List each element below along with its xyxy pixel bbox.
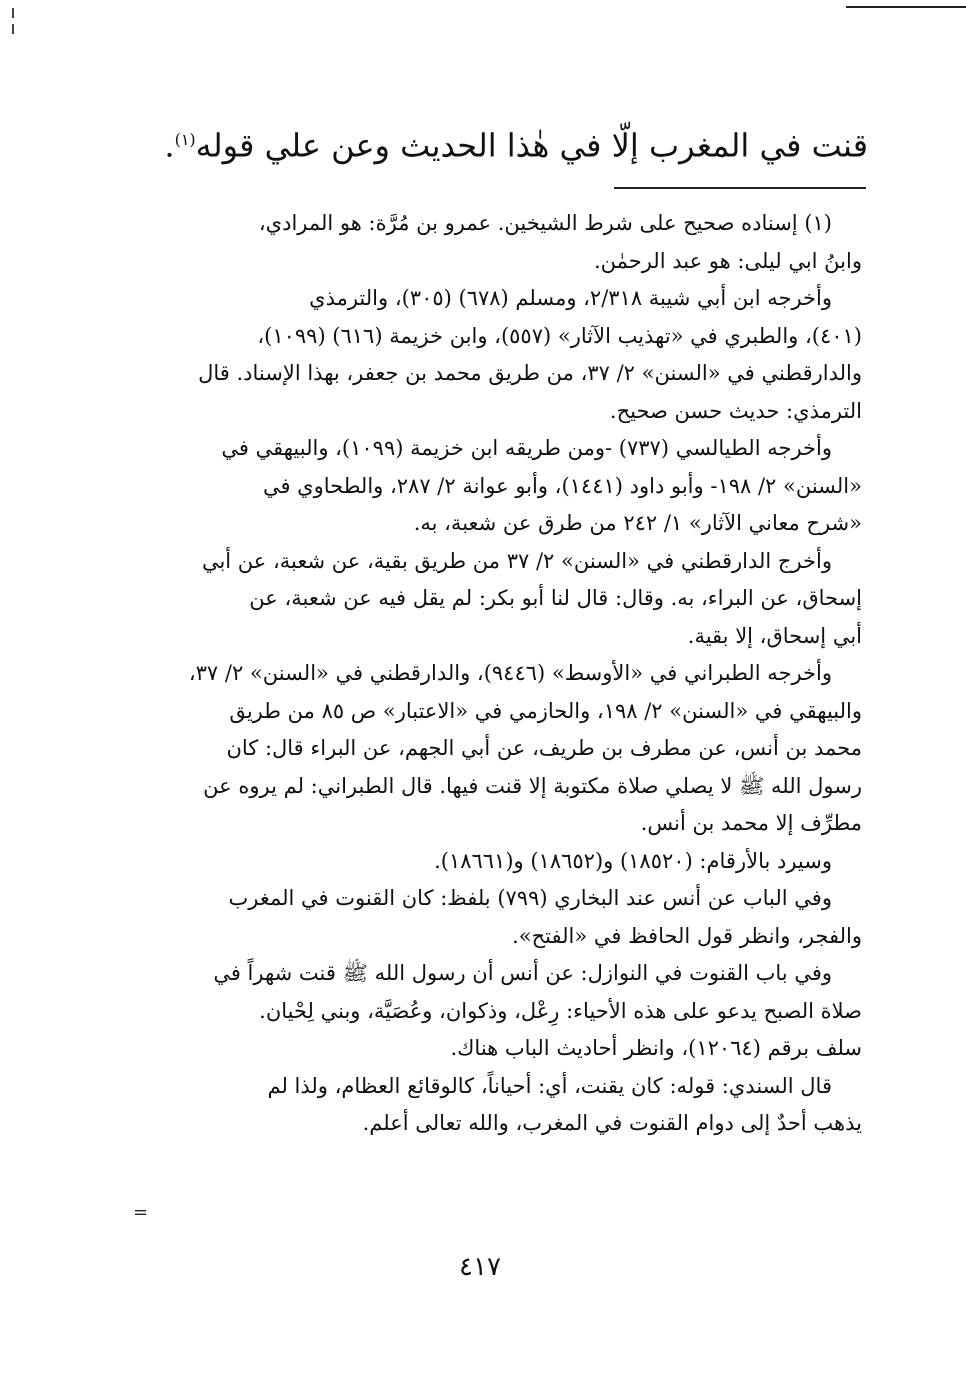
footnote-line: وسيرد بالأرقام: (١٨٥٢٠) و(١٨٦٥٢) و(١٨٦٦١). xyxy=(434,848,832,873)
footnote-line: وأخرجه الطيالسي (٧٣٧) -ومن طريقه ابن خزيمة (١٠٩٩)، والبيهقي في xyxy=(221,436,832,460)
footnote-line: (٤٠١)، والطبري في «تهذيب الآثار» (٥٥٧)، وابن خزيمة (٦١٦) (١٠٩٩)، xyxy=(257,323,862,348)
footnote-line: والدارقطني في «السنن» ٢/ ٣٧، من طريق محمد بن جعفر، بهذا الإسناد. قال xyxy=(198,361,862,385)
footnotes-block xyxy=(156,205,862,1143)
footnote-separator-rule xyxy=(614,187,866,189)
footnote-line: رسول الله ﷺ لا يصلي صلاة مكتوبة إلا قنت فيها. قال الطبراني: لم يروه عن xyxy=(203,773,862,798)
footnote-line: وأخرجه ابن أبي شيبة ٢/٣١٨، ومسلم (٦٧٨) (٣٠٥)، والترمذي xyxy=(309,286,832,310)
footnote-line: والفجر، وانظر قول الحافظ في «الفتح». xyxy=(512,923,862,948)
footnote-line: صلاة الصبح يدعو على هذه الأحياء: رِعْل، وذكوان، وعُصَيَّة، وبني لِحْيان. xyxy=(259,998,862,1023)
footnote-line: «شرح معاني الآثار» ١/ ٢٤٢ من طرق عن شعبة، به. xyxy=(413,511,862,535)
corner-line xyxy=(846,6,966,8)
footnote-line: «السنن» ٢/ ١٩٨- وأبو داود (١٤٤١)، وأبو عوانة ٢/ ٢٨٧، والطحاوي في xyxy=(262,473,862,498)
footnote-line: الترمذي: حديث حسن صحيح. xyxy=(609,398,862,423)
footnote-line: سلف برقم (١٢٠٦٤)، وانظر أحاديث الباب هناك. xyxy=(450,1036,862,1060)
footnote-line: (١) إسناده صحيح على شرط الشيخين. عمرو بن مُرَّة: هو المرادي، xyxy=(258,211,832,235)
main-text-line xyxy=(108,112,868,174)
footnote-line: يذهب أحدٌ إلى دوام القنوت في المغرب، والله تعالى أعلم. xyxy=(362,1111,862,1135)
footnote-line: وابنُ ابي ليلى: هو عبد الرحمٰن. xyxy=(593,248,862,273)
continuation-mark: = xyxy=(133,1202,149,1223)
footnote-line: وفي باب القنوت في النوازل: عن أنس أن رسول الله ﷺ قنت شهراً في xyxy=(213,961,832,985)
footnote-line: قال السندي: قوله: كان يقنت، أي: أحياناً، كالوقائع العظام، ولذا لم xyxy=(267,1073,832,1098)
margin-tick-marks xyxy=(12,8,14,38)
page-number: ٤١٧ xyxy=(459,1252,501,1282)
footnote-reference: (١) xyxy=(174,130,196,149)
footnote-line: وفي الباب عن أنس عند البخاري (٧٩٩) بلفظ: كان القنوت في المغرب xyxy=(228,886,832,910)
footnote-line: وأخرجه الطبراني في «الأوسط» (٩٤٤٦)، والدارقطني في «السنن» ٢/ ٣٧، xyxy=(188,661,832,685)
main-text-end: . xyxy=(164,126,175,165)
footnote-line: والبيهقي في «السنن» ٢/ ١٩٨، والحازمي في «الاعتبار» ص ٨٥ من طريق xyxy=(229,698,862,723)
footnote-line: أبي إسحاق، إلا بقية. xyxy=(687,623,862,648)
footnote-line: إسحاق، عن البراء، به. وقال: قال لنا أبو بكر: لم يقل فيه عن شعبة، عن xyxy=(249,586,862,610)
footnote-line: وأخرج الدارقطني في «السنن» ٢/ ٣٧ من طريق بقية، عن شعبة، عن أبي xyxy=(201,548,832,573)
footnote-line: مطرِّف إلا محمد بن أنس. xyxy=(640,811,862,835)
footnote-line: محمد بن أنس، عن مطرف بن طريف، عن أبي الجهم، عن البراء قال: كان xyxy=(226,736,862,760)
main-text: قنت في المغرب إلّا في هٰذا الحديث وعن علي قوله xyxy=(195,126,868,165)
